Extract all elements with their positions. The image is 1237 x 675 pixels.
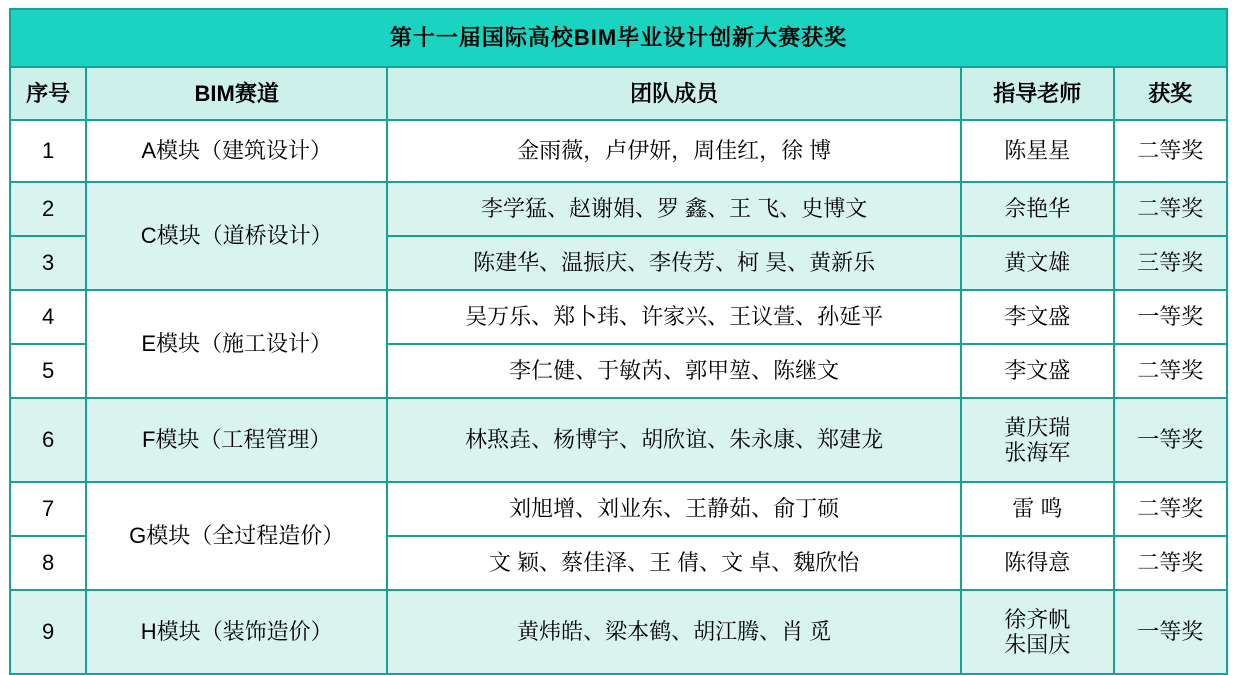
cell-prize: 一等奖 <box>1114 398 1227 482</box>
cell-members: 李仁健、于敏芮、郭甲堃、陈继文 <box>387 344 961 398</box>
table-row <box>10 398 1227 482</box>
cell-members: 吴万乐、郑卜玮、许家兴、王议萱、孙延平 <box>387 290 961 344</box>
title-row <box>10 9 1227 67</box>
cell-prize: 一等奖 <box>1114 590 1227 674</box>
award-table <box>9 8 1228 675</box>
cell-no: 7 <box>10 482 86 536</box>
table-row <box>10 590 1227 674</box>
cell-no: 1 <box>10 120 86 182</box>
cell-teacher: 李文盛 <box>961 344 1113 398</box>
column-header-track: BIM赛道 <box>86 67 387 120</box>
cell-teacher: 李文盛 <box>961 290 1113 344</box>
cell-members: 刘旭增、刘业东、王静茹、俞丁硕 <box>387 482 961 536</box>
cell-teacher: 佘艳华 <box>961 182 1113 236</box>
cell-prize: 三等奖 <box>1114 236 1227 290</box>
cell-teacher: 陈得意 <box>961 536 1113 590</box>
cell-members: 陈建华、温振庆、李传芳、柯 昊、黄新乐 <box>387 236 961 290</box>
cell-track: A模块（建筑设计） <box>86 120 387 182</box>
cell-members: 黄炜皓、梁本鹤、胡江腾、肖 觅 <box>387 590 961 674</box>
teacher-name: 黄庆瑞 <box>1004 414 1071 440</box>
cell-no: 3 <box>10 236 86 290</box>
cell-teacher <box>961 398 1113 482</box>
cell-no: 9 <box>10 590 86 674</box>
table-header-row <box>10 67 1227 120</box>
column-header-members: 团队成员 <box>387 67 961 120</box>
cell-members: 李学猛、赵谢娟、罗 鑫、王 飞、史博文 <box>387 182 961 236</box>
cell-track: C模块（道桥设计） <box>86 182 387 290</box>
cell-members: 林焣垚、杨博宇、胡欣谊、朱永康、郑建龙 <box>387 398 961 482</box>
cell-prize: 一等奖 <box>1114 290 1227 344</box>
cell-no: 6 <box>10 398 86 482</box>
cell-prize: 二等奖 <box>1114 120 1227 182</box>
cell-teacher: 黄文雄 <box>961 236 1113 290</box>
table-row <box>10 482 1227 536</box>
cell-no: 8 <box>10 536 86 590</box>
cell-prize: 二等奖 <box>1114 344 1227 398</box>
page-title: 第十一届国际高校BIM毕业设计创新大赛获奖 <box>10 9 1227 67</box>
cell-prize: 二等奖 <box>1114 182 1227 236</box>
cell-track: H模块（装饰造价） <box>86 590 387 674</box>
cell-track: E模块（施工设计） <box>86 290 387 398</box>
table-row <box>10 290 1227 344</box>
cell-teacher <box>961 590 1113 674</box>
teacher-name: 张海军 <box>1004 440 1071 465</box>
column-header-teacher: 指导老师 <box>961 67 1113 120</box>
cell-teacher: 陈星星 <box>961 120 1113 182</box>
cell-members: 金雨薇，卢伊妍，周佳红，徐 博 <box>387 120 961 182</box>
cell-members: 文 颖、蔡佳泽、王 倩、文 卓、魏欣怡 <box>387 536 961 590</box>
column-header-no: 序号 <box>10 67 86 120</box>
cell-teacher: 雷 鸣 <box>961 482 1113 536</box>
cell-no: 2 <box>10 182 86 236</box>
table-row <box>10 120 1227 182</box>
cell-no: 4 <box>10 290 86 344</box>
cell-track: G模块（全过程造价） <box>86 482 387 590</box>
cell-prize: 二等奖 <box>1114 536 1227 590</box>
column-header-prize: 获奖 <box>1114 67 1227 120</box>
table-row <box>10 182 1227 236</box>
teacher-name: 徐齐帆 <box>1004 606 1071 632</box>
teacher-name: 朱国庆 <box>1004 632 1071 657</box>
cell-track: F模块（工程管理） <box>86 398 387 482</box>
cell-no: 5 <box>10 344 86 398</box>
cell-prize: 二等奖 <box>1114 482 1227 536</box>
